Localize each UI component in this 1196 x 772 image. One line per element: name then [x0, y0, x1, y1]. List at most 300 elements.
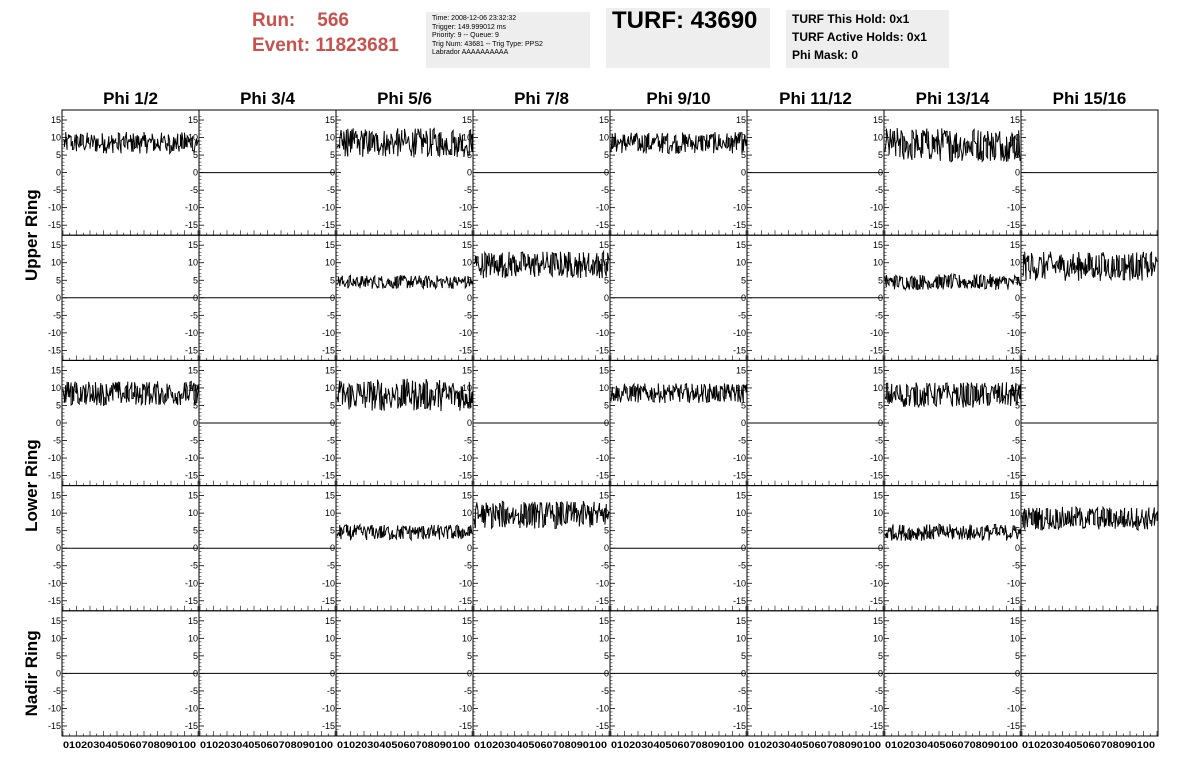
y-tick-label: 0 [740, 668, 746, 679]
y-tick-label: 15 [50, 490, 61, 501]
y-tick-label: -5 [52, 685, 61, 696]
y-tick-label: -10 [184, 453, 198, 464]
y-tick-label: -10 [869, 327, 883, 338]
y-tick-label: -10 [595, 453, 609, 464]
y-tick-label: -10 [869, 703, 883, 714]
y-tick-label: 15 [50, 240, 61, 251]
plot-panel [884, 235, 1021, 360]
y-tick-label: -15 [869, 470, 883, 481]
x-tick-label-strip: 0102030405060708090100 [611, 740, 744, 751]
y-tick-label: -5 [52, 560, 61, 571]
trigger-rate-trace [611, 383, 746, 403]
trigger-rate-trace [1022, 252, 1157, 281]
plot-panel [336, 110, 473, 235]
y-tick-label: 5 [1014, 150, 1020, 161]
y-tick-label: -15 [47, 470, 61, 481]
y-tick-label: 15 [324, 365, 335, 376]
y-tick-label: -5 [326, 560, 335, 571]
y-tick-label: 10 [1009, 508, 1020, 519]
y-tick-label: -10 [732, 453, 746, 464]
y-tick-label: -15 [1006, 720, 1020, 731]
y-tick-label: 10 [461, 508, 472, 519]
y-tick-label: -5 [600, 310, 609, 321]
y-tick-label: 0 [329, 418, 335, 428]
y-tick-label: -15 [321, 220, 335, 231]
y-tick-label: 0 [1014, 668, 1020, 679]
y-tick-label: -15 [458, 470, 472, 481]
y-tick-label: 5 [740, 650, 746, 661]
y-tick-label: -15 [1006, 470, 1020, 481]
y-tick-label: -10 [321, 578, 335, 589]
y-tick-label: -15 [184, 595, 198, 606]
y-tick-label: -15 [732, 720, 746, 731]
y-tick-label: 5 [55, 525, 61, 536]
trigger-rate-trace [474, 501, 609, 528]
y-tick-label: 15 [324, 490, 335, 501]
y-tick-label: 5 [603, 400, 609, 411]
y-tick-label: -5 [874, 185, 883, 196]
y-tick-label: -15 [869, 720, 883, 731]
trigger-rate-trace [337, 128, 472, 157]
y-tick-label: -5 [189, 310, 198, 321]
y-tick-label: 10 [598, 382, 609, 393]
y-tick-label: -15 [595, 720, 609, 731]
y-tick-label: -15 [1006, 220, 1020, 231]
y-tick-label: 0 [1014, 292, 1020, 303]
plot-panel [884, 486, 1021, 611]
y-tick-label: -10 [321, 327, 335, 338]
y-tick-label: -5 [326, 185, 335, 196]
y-tick-label: 0 [329, 292, 335, 303]
y-tick-label: 15 [872, 365, 883, 376]
y-tick-label: -15 [184, 345, 198, 356]
trigger-rate-trace [337, 275, 472, 289]
y-tick-label: 10 [187, 132, 198, 143]
y-tick-label: 10 [50, 633, 61, 644]
trigger-rate-trace [337, 379, 472, 411]
y-tick-label: 15 [324, 115, 335, 126]
y-tick-label: 15 [50, 115, 61, 126]
y-tick-label: -10 [595, 703, 609, 714]
y-tick-label: -10 [869, 578, 883, 589]
y-tick-label: -15 [869, 595, 883, 606]
y-tick-label: 5 [877, 650, 883, 661]
y-tick-label: -10 [458, 578, 472, 589]
y-tick-label: -5 [326, 435, 335, 446]
trigger-rate-trace [474, 252, 609, 279]
y-tick-label: -15 [458, 720, 472, 731]
y-tick-label: 15 [50, 365, 61, 376]
y-tick-label: 5 [1014, 650, 1020, 661]
y-tick-label: 0 [877, 292, 883, 303]
y-tick-label: -10 [321, 202, 335, 213]
y-tick-label: 15 [872, 615, 883, 626]
y-tick-label: 5 [1014, 525, 1020, 536]
y-tick-label: -15 [47, 595, 61, 606]
y-tick-label: 15 [872, 490, 883, 501]
y-tick-label: 5 [55, 275, 61, 286]
y-tick-label: 5 [740, 275, 746, 286]
ring-label: Upper Ring [22, 189, 41, 282]
y-tick-label: 10 [50, 132, 61, 143]
y-tick-label: 5 [192, 275, 198, 286]
y-tick-label: 5 [603, 525, 609, 536]
x-tick-label-strip: 0102030405060708090100 [748, 740, 881, 751]
column-header: Phi 15/16 [1052, 89, 1127, 108]
y-tick-label: -5 [737, 435, 746, 446]
y-tick-label: -15 [184, 720, 198, 731]
run-label: Run: [252, 10, 296, 31]
y-tick-label: -10 [595, 202, 609, 213]
y-tick-label: 15 [735, 615, 746, 626]
y-tick-label: -5 [874, 560, 883, 571]
y-tick-label: 5 [329, 525, 335, 536]
y-tick-label: 5 [740, 400, 746, 411]
y-tick-label: 5 [192, 650, 198, 661]
y-tick-label: -5 [52, 185, 61, 196]
info-time: Time: 2008-12-06 23:32:32 [432, 15, 517, 22]
event-label: Event: [252, 35, 311, 56]
y-tick-label: -15 [184, 220, 198, 231]
y-tick-label: 10 [735, 633, 746, 644]
y-tick-label: -10 [458, 453, 472, 464]
y-tick-label: -5 [600, 435, 609, 446]
y-tick-label: -5 [52, 435, 61, 446]
y-tick-label: 15 [461, 615, 472, 626]
y-tick-label: -10 [869, 202, 883, 213]
x-tick-label-strip: 0102030405060708090100 [1022, 740, 1155, 751]
x-tick-label-strip: 0102030405060708090100 [885, 740, 1018, 751]
y-tick-label: 0 [877, 418, 883, 428]
y-tick-label: 0 [1014, 167, 1020, 178]
plot-panel [884, 360, 1021, 485]
y-tick-label: 15 [598, 240, 609, 251]
y-tick-label: 10 [324, 508, 335, 519]
column-header: Phi 5/6 [377, 89, 432, 108]
trigger-rate-trace [337, 525, 472, 541]
y-tick-label: 0 [1014, 543, 1020, 554]
y-tick-label: 5 [329, 150, 335, 161]
y-tick-label: 15 [187, 615, 198, 626]
y-tick-label: -5 [600, 560, 609, 571]
y-tick-label: 15 [187, 115, 198, 126]
y-tick-label: 0 [603, 668, 609, 679]
turf-this-hold: TURF This Hold: 0x1 [792, 12, 910, 26]
y-tick-label: -15 [458, 345, 472, 356]
y-tick-label: 10 [461, 257, 472, 268]
y-tick-label: 15 [735, 490, 746, 501]
y-tick-label: 0 [192, 543, 198, 554]
y-tick-label: -10 [458, 703, 472, 714]
y-tick-label: 0 [466, 543, 472, 554]
y-tick-label: 5 [329, 650, 335, 661]
y-tick-label: 5 [55, 150, 61, 161]
y-tick-label: 10 [461, 633, 472, 644]
trigger-rate-trace [885, 382, 1020, 407]
y-tick-label: -15 [869, 345, 883, 356]
y-tick-label: -5 [52, 310, 61, 321]
y-tick-label: -15 [732, 345, 746, 356]
y-tick-label: 10 [872, 132, 883, 143]
plot-panel [62, 360, 199, 485]
y-tick-label: -10 [321, 703, 335, 714]
plot-panel [336, 486, 473, 611]
y-tick-label: -15 [732, 220, 746, 231]
event-value: 11823681 [315, 35, 399, 56]
y-tick-label: -10 [47, 327, 61, 338]
y-tick-label: 0 [55, 543, 61, 554]
y-tick-label: 15 [1009, 365, 1020, 376]
plot-panel [1021, 486, 1158, 611]
y-tick-label: -10 [1006, 453, 1020, 464]
y-tick-label: 5 [1014, 400, 1020, 411]
y-tick-label: 10 [872, 633, 883, 644]
y-tick-label: 10 [187, 633, 198, 644]
y-tick-label: 10 [1009, 132, 1020, 143]
y-tick-label: 15 [187, 240, 198, 251]
y-tick-label: 5 [329, 400, 335, 411]
column-header: Phi 1/2 [103, 89, 158, 108]
y-tick-label: 15 [598, 615, 609, 626]
plot-panel [336, 360, 473, 485]
trigger-rate-trace [885, 128, 1020, 162]
y-tick-label: 10 [324, 633, 335, 644]
y-tick-label: 5 [466, 400, 472, 411]
y-tick-label: 0 [603, 292, 609, 303]
y-tick-label: -5 [737, 310, 746, 321]
ring-label: Nadir Ring [22, 630, 41, 717]
y-tick-label: -15 [184, 470, 198, 481]
y-tick-label: -5 [1011, 685, 1020, 696]
y-tick-label: -10 [732, 327, 746, 338]
y-tick-label: -15 [47, 720, 61, 731]
y-tick-label: 5 [1014, 275, 1020, 286]
y-tick-label: 10 [1009, 633, 1020, 644]
y-tick-label: 0 [329, 668, 335, 679]
phi-mask: Phi Mask: 0 [792, 48, 859, 62]
y-tick-label: 10 [187, 508, 198, 519]
y-tick-label: -5 [463, 435, 472, 446]
y-tick-label: -5 [463, 185, 472, 196]
y-tick-label: 10 [735, 257, 746, 268]
y-tick-label: 15 [598, 115, 609, 126]
y-tick-label: 10 [735, 508, 746, 519]
plot-panel [62, 110, 199, 235]
info-trigger: Trigger: 149.999012 ms [432, 23, 507, 31]
y-tick-label: 0 [192, 418, 198, 428]
y-tick-label: -10 [458, 327, 472, 338]
y-tick-label: 0 [192, 668, 198, 679]
y-tick-label: -5 [874, 685, 883, 696]
y-tick-label: 15 [461, 115, 472, 126]
turf-label: TURF: 43690 [612, 7, 758, 34]
y-tick-label: -10 [47, 703, 61, 714]
y-tick-label: 0 [1014, 418, 1020, 428]
y-tick-label: 10 [187, 382, 198, 393]
y-tick-label: -10 [732, 578, 746, 589]
x-tick-label-strip: 0102030405060708090100 [474, 740, 607, 751]
trigger-rate-trace [885, 524, 1020, 541]
y-tick-label: -10 [47, 453, 61, 464]
y-tick-label: -10 [184, 202, 198, 213]
y-tick-label: -15 [732, 595, 746, 606]
y-tick-label: 10 [50, 257, 61, 268]
y-tick-label: -10 [184, 327, 198, 338]
y-tick-label: -5 [1011, 310, 1020, 321]
y-tick-label: -5 [463, 310, 472, 321]
column-header: Phi 9/10 [646, 89, 711, 108]
y-tick-label: 0 [603, 543, 609, 554]
y-tick-label: -5 [326, 310, 335, 321]
y-tick-label: 5 [603, 650, 609, 661]
y-tick-label: 5 [466, 650, 472, 661]
y-tick-label: 0 [329, 543, 335, 554]
y-tick-label: -5 [1011, 560, 1020, 571]
y-tick-label: 5 [466, 525, 472, 536]
y-tick-label: 15 [50, 615, 61, 626]
y-tick-label: -15 [595, 595, 609, 606]
y-tick-label: -10 [458, 202, 472, 213]
y-tick-label: 0 [466, 418, 472, 428]
y-tick-label: -10 [732, 202, 746, 213]
y-tick-label: 10 [324, 132, 335, 143]
y-tick-label: -5 [874, 435, 883, 446]
trigger-rate-trace [611, 132, 746, 153]
x-tick-label-strip: 0102030405060708090100 [337, 740, 470, 751]
y-tick-label: 15 [1009, 240, 1020, 251]
y-tick-label: 15 [461, 240, 472, 251]
column-header: Phi 11/12 [779, 89, 852, 108]
y-tick-label: -10 [47, 202, 61, 213]
y-tick-label: 0 [192, 167, 198, 178]
column-header: Phi 3/4 [240, 89, 295, 108]
y-tick-label: -15 [1006, 345, 1020, 356]
y-tick-label: 10 [1009, 257, 1020, 268]
y-tick-label: 5 [466, 275, 472, 286]
y-tick-label: -10 [1006, 578, 1020, 589]
y-tick-label: -15 [595, 220, 609, 231]
y-tick-label: 10 [872, 257, 883, 268]
y-tick-label: -5 [326, 685, 335, 696]
y-tick-label: 5 [55, 400, 61, 411]
x-tick-label-strip: 0102030405060708090100 [63, 740, 196, 751]
y-tick-label: 5 [55, 650, 61, 661]
y-tick-label: -5 [1011, 185, 1020, 196]
y-tick-label: 10 [872, 382, 883, 393]
y-tick-label: -15 [595, 470, 609, 481]
y-tick-label: -10 [321, 453, 335, 464]
y-tick-label: 5 [877, 400, 883, 411]
y-tick-label: 10 [187, 257, 198, 268]
y-tick-label: 10 [872, 508, 883, 519]
y-tick-label: -10 [1006, 202, 1020, 213]
y-tick-label: 10 [461, 382, 472, 393]
y-tick-label: 15 [872, 240, 883, 251]
y-tick-label: -15 [595, 345, 609, 356]
y-tick-label: 0 [740, 292, 746, 303]
y-tick-label: -10 [47, 578, 61, 589]
y-tick-label: -5 [874, 310, 883, 321]
y-tick-label: -15 [869, 220, 883, 231]
y-tick-label: -5 [463, 560, 472, 571]
y-tick-label: 15 [598, 490, 609, 501]
plot-panel [473, 235, 610, 360]
info-priority: Priority: 9 -- Queue: 9 [432, 32, 499, 40]
y-tick-label: -15 [321, 595, 335, 606]
y-tick-label: -5 [189, 185, 198, 196]
y-tick-label: 10 [50, 382, 61, 393]
y-tick-label: 10 [324, 257, 335, 268]
y-tick-label: -15 [47, 220, 61, 231]
y-tick-label: -10 [595, 327, 609, 338]
y-tick-label: -5 [600, 185, 609, 196]
y-tick-label: 0 [466, 668, 472, 679]
plot-panel [884, 110, 1021, 235]
y-tick-label: 5 [603, 150, 609, 161]
y-tick-label: 5 [740, 150, 746, 161]
y-tick-label: -10 [184, 578, 198, 589]
y-tick-label: -15 [732, 470, 746, 481]
y-tick-label: -5 [189, 435, 198, 446]
y-tick-label: 0 [192, 292, 198, 303]
y-tick-label: -15 [1006, 595, 1020, 606]
y-tick-label: 5 [603, 275, 609, 286]
y-tick-label: 15 [324, 615, 335, 626]
y-tick-label: -5 [600, 685, 609, 696]
y-tick-label: -5 [737, 185, 746, 196]
y-tick-label: 15 [735, 365, 746, 376]
y-tick-label: -5 [463, 685, 472, 696]
ring-label: Lower Ring [22, 439, 41, 532]
y-tick-label: 0 [877, 543, 883, 554]
y-tick-label: 10 [461, 132, 472, 143]
plot-panel [610, 110, 747, 235]
y-tick-label: 15 [324, 240, 335, 251]
run-value: 566 [317, 10, 349, 31]
y-tick-label: 15 [1009, 615, 1020, 626]
y-tick-label: -10 [1006, 703, 1020, 714]
y-tick-label: 5 [329, 275, 335, 286]
y-tick-label: -10 [184, 703, 198, 714]
y-tick-label: 10 [598, 508, 609, 519]
y-tick-label: 10 [598, 132, 609, 143]
y-tick-label: -15 [321, 720, 335, 731]
y-tick-label: 0 [740, 167, 746, 178]
y-tick-label: -15 [321, 470, 335, 481]
info-trignum: Trig Num: 43681 -- Trig Type: PPS2 [432, 40, 543, 48]
y-tick-label: 0 [466, 167, 472, 178]
y-tick-label: 15 [187, 365, 198, 376]
y-tick-label: -5 [1011, 435, 1020, 446]
y-tick-label: 15 [461, 490, 472, 501]
y-tick-label: 15 [187, 490, 198, 501]
y-tick-label: 5 [877, 525, 883, 536]
y-tick-label: -10 [732, 703, 746, 714]
y-tick-label: 10 [1009, 382, 1020, 393]
column-header: Phi 7/8 [514, 89, 569, 108]
y-tick-label: 15 [461, 365, 472, 376]
y-tick-label: -15 [47, 345, 61, 356]
plot-panel [610, 360, 747, 485]
y-tick-label: -5 [189, 560, 198, 571]
y-tick-label: 5 [192, 400, 198, 411]
y-tick-label: 0 [466, 292, 472, 303]
y-tick-label: -10 [1006, 327, 1020, 338]
y-tick-label: 15 [1009, 115, 1020, 126]
y-tick-label: 0 [329, 167, 335, 178]
y-tick-label: 0 [55, 418, 61, 428]
y-tick-label: 5 [466, 150, 472, 161]
